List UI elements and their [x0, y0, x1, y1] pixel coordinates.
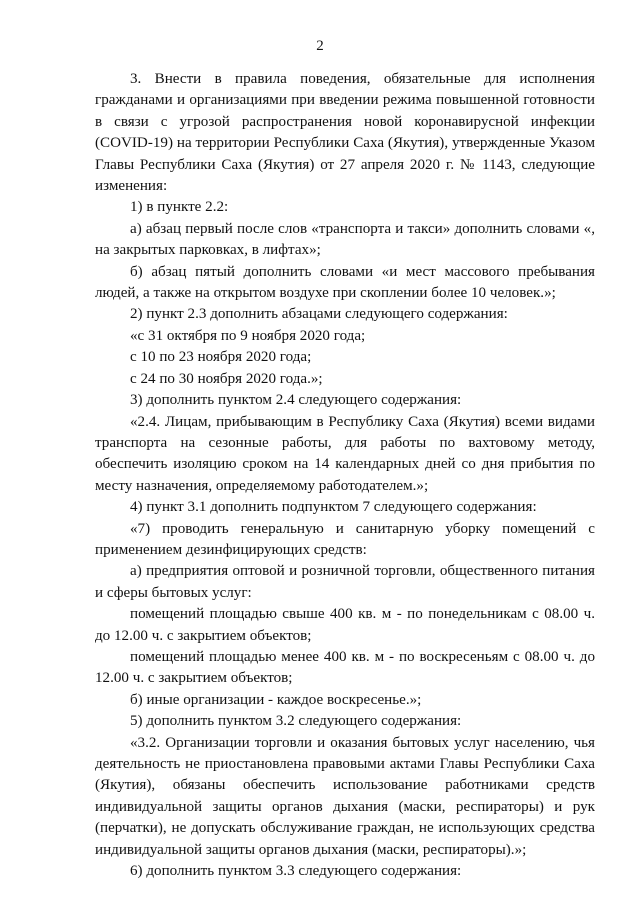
paragraph-date-range-3: с 24 по 30 ноября 2020 года.»;: [130, 370, 323, 387]
page-number: 2: [316, 38, 324, 54]
paragraph-item-2: 2) пункт 2.3 дополнить абзацами следующего содержания:: [130, 306, 508, 323]
paragraph-item-5: 5) дополнить пунктом 3.2 следующего содержания:: [130, 713, 462, 730]
paragraph-item-1b: б) абзац пятый дополнить словами «и мест массового пребывания людей, а также на открытом воздухе при скоплении более 10 человек.»;: [95, 263, 595, 302]
paragraph-clause-3-2: «3.2. Организации торговли и оказания бытовых услуг населению, чья деятельность не приостановлена правовыми актами Главы Республики Саха (Якутия), обязаны обеспечить использование работниками средств индивидуальной защиты органов дыхания (маски, респираторы) и рук (перчатки), не допускать обслуживание граждан, не использующих средства индивидуальной защиты органов дыхания (маски, респираторы).»;: [95, 734, 595, 858]
paragraph-subclause-7: «7) проводить генеральную и санитарную уборку помещений с применением дезинфицирующих средств:: [95, 520, 595, 558]
paragraph-item-1a: а) абзац первый после слов «транспорта и такси» дополнить словами «, на закрытых парковках, в лифтах»;: [95, 220, 595, 259]
paragraph-premises-under-400: помещений площадью менее 400 кв. м - по воскресеньям с 08.00 ч. до 12.00 ч. с закрытием объектов;: [95, 648, 595, 687]
paragraph-item-4: 4) пункт 3.1 дополнить подпунктом 7 следующего содержания:: [130, 499, 537, 516]
paragraph-date-range-1: «с 31 октября по 9 ноября 2020 года;: [130, 327, 366, 344]
paragraph-date-range-2: с 10 по 23 ноября 2020 года;: [130, 349, 312, 366]
paragraph-subclause-7a: а) предприятия оптовой и розничной торговли, общественного питания и сферы бытовых услуг:: [95, 563, 595, 601]
paragraph-clause-2-4: «2.4. Лицам, прибывающим в Республику Саха (Якутия) всеми видами транспорта на сезонные работы, для работы по вахтовому методу, обеспечить изоляцию сроком на 14 календарных дней со дня прибытия по месту назначения, определяемому работодателем.»;: [95, 413, 595, 494]
paragraph-amendment-intro: 3. Внести в правила поведения, обязательные для исполнения гражданами и организациями при введении режима повышенной готовности в связи с угрозой распространения новой коронавирусной инфекции (COVID-19) на территории Республики Саха (Якутия), утвержденные Указом Главы Республики Саха (Якутия) от 27 апреля 2020 г. № 1143, следующие изменения:: [95, 71, 595, 195]
paragraph-item-1: 1) в пункте 2.2:: [130, 199, 229, 216]
paragraph-item-3: 3) дополнить пунктом 2.4 следующего содержания:: [130, 392, 462, 409]
paragraph-subclause-7b: б) иные организации - каждое воскресенье.»;: [130, 691, 422, 708]
paragraph-item-6: 6) дополнить пунктом 3.3 следующего содержания:: [130, 863, 462, 880]
document-body: [95, 69, 595, 882]
paragraph-premises-over-400: помещений площадью свыше 400 кв. м - по понедельникам с 08.00 ч. до 12.00 ч. с закрытием объектов;: [95, 606, 595, 644]
